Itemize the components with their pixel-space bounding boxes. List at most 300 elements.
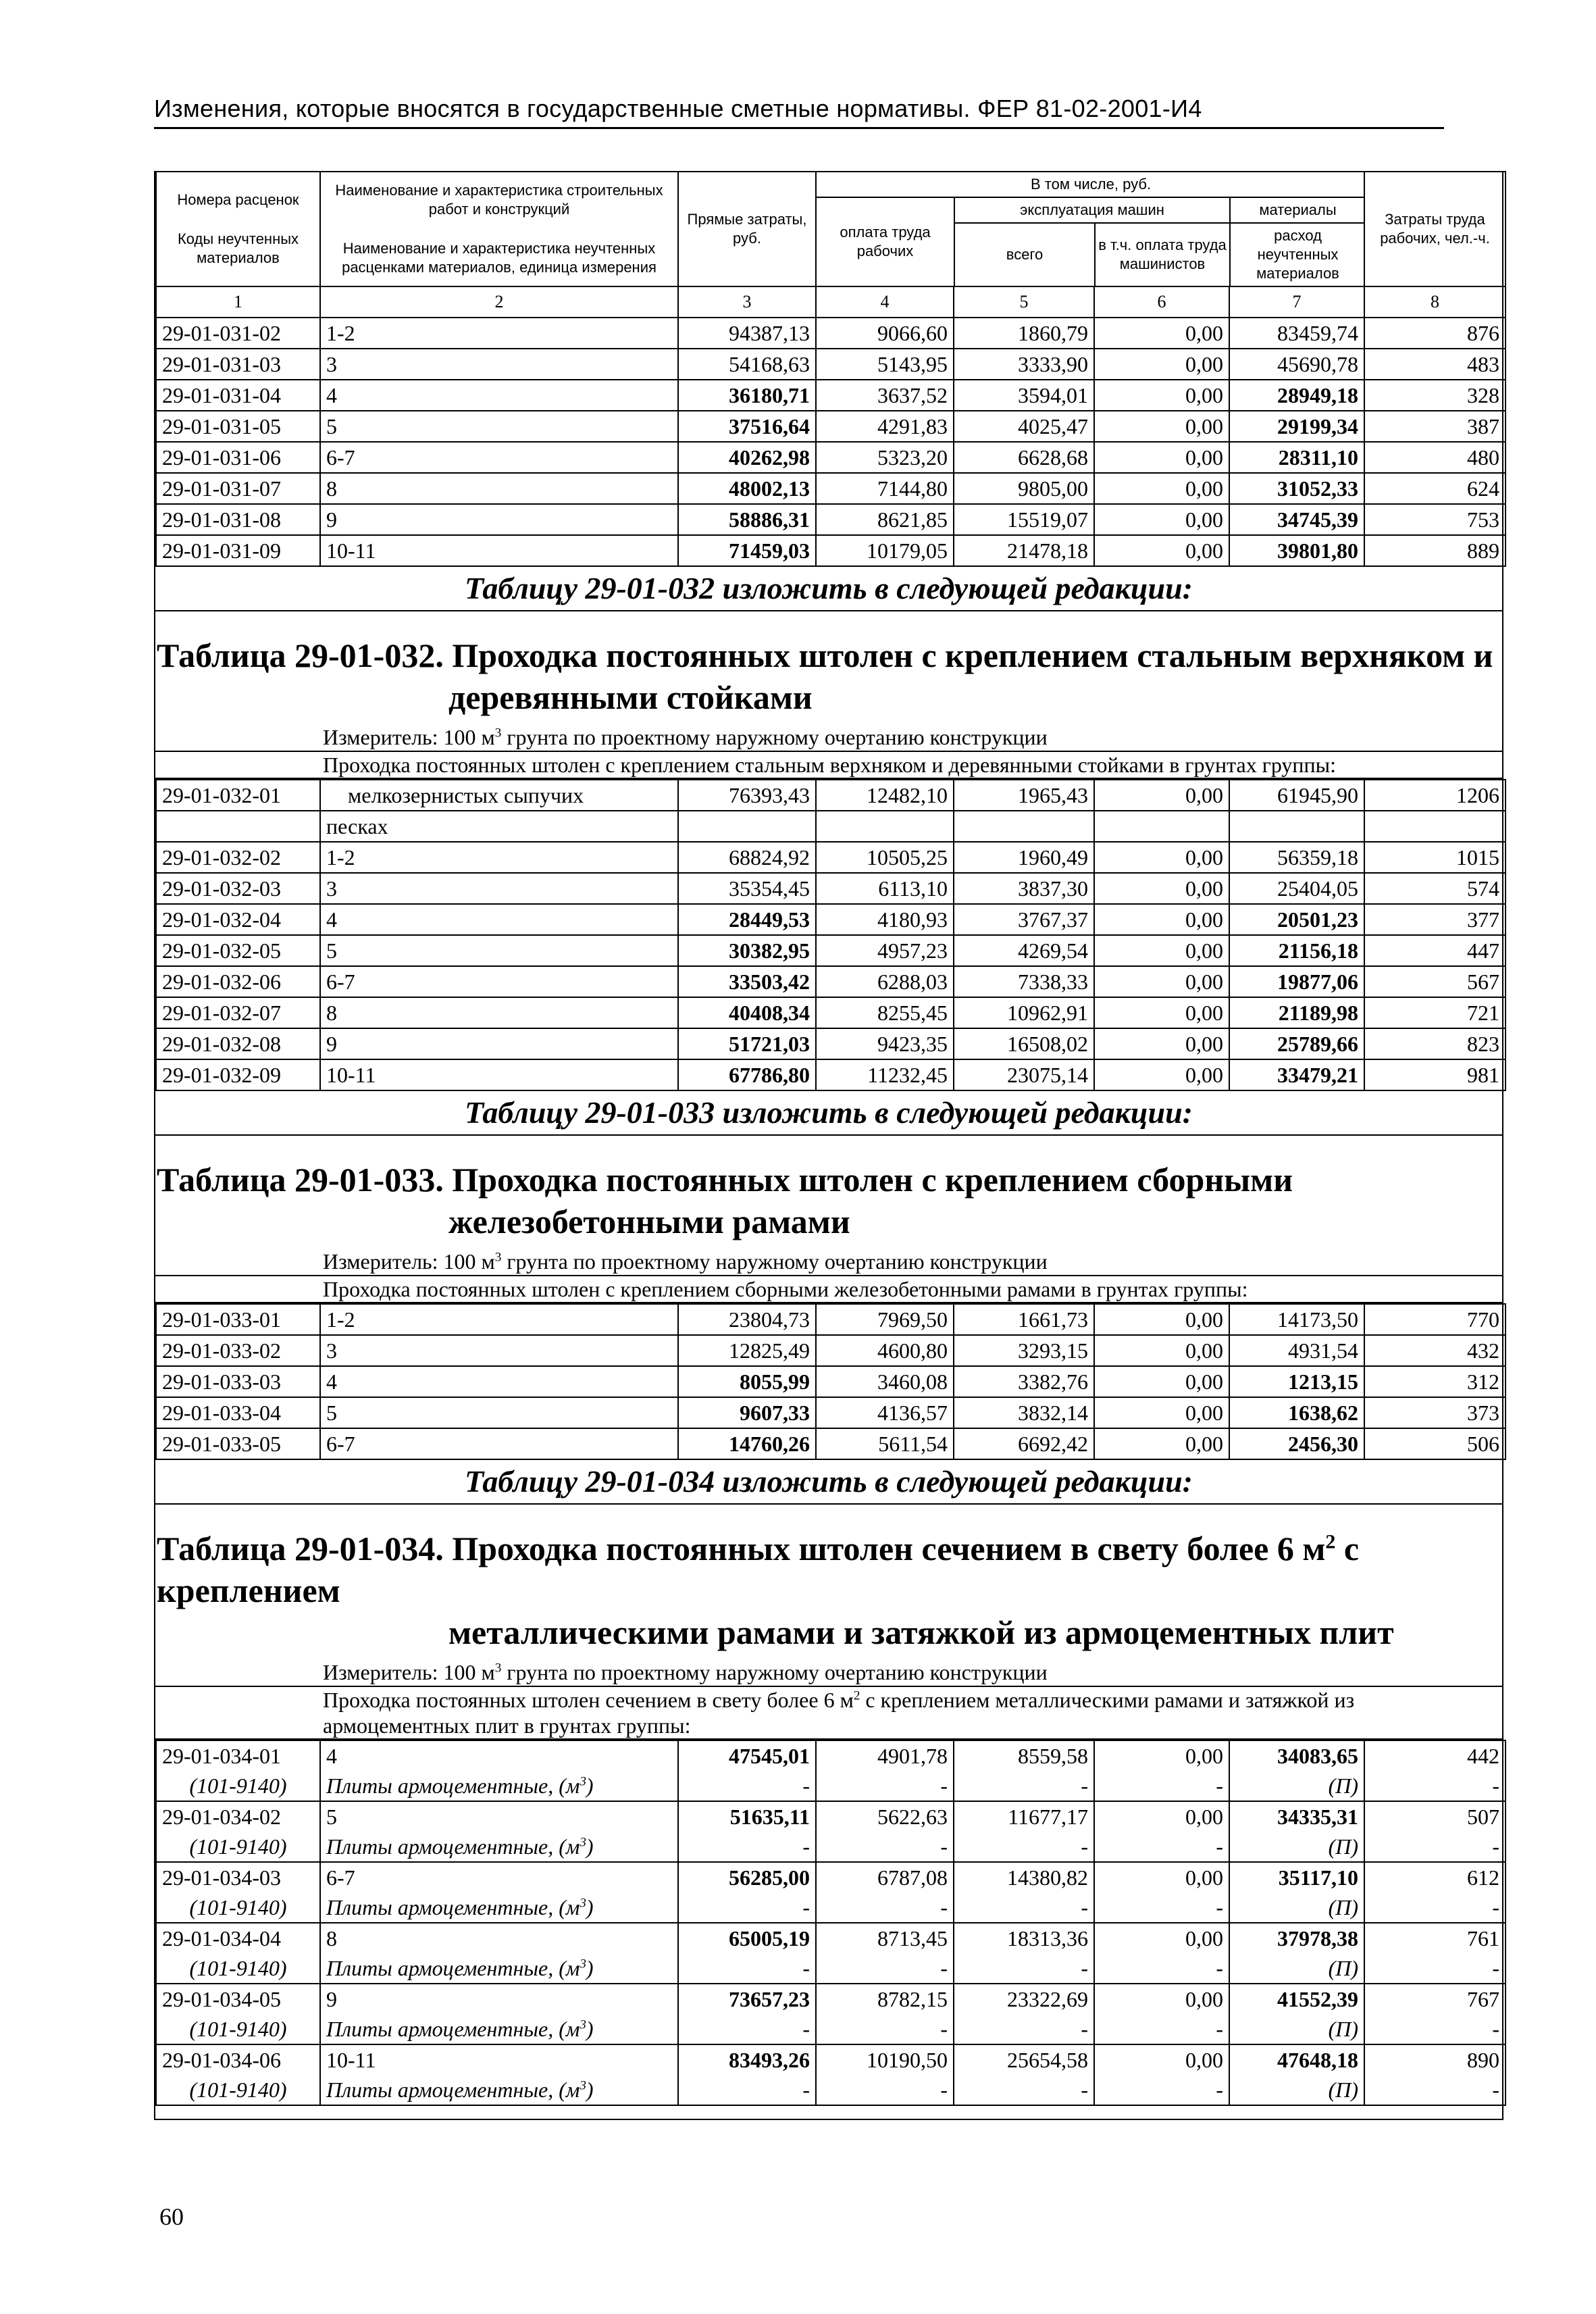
cell-machines-total: 18313,36 — [954, 1923, 1094, 1953]
cell-work-name: 10-11 — [320, 2044, 678, 2075]
header-table — [155, 171, 1506, 567]
cell-direct-costs: 51635,11 — [678, 1801, 816, 1832]
cell-work-name: песках — [320, 811, 678, 842]
col-number-3: 3 — [678, 286, 816, 318]
cell-direct-costs: 68824,92 — [678, 842, 816, 873]
cell-direct-costs: 9607,33 — [678, 1397, 816, 1428]
cell-operator-pay: 0,00 — [1094, 1862, 1229, 1892]
cell-labor-pay: 4291,83 — [816, 411, 954, 442]
cell-work-name: 3 — [320, 873, 678, 904]
cell-machines-total: 6692,42 — [954, 1428, 1094, 1459]
cell-direct-costs: 71459,03 — [678, 535, 816, 566]
cell-machines-total: 1965,43 — [954, 780, 1094, 811]
dash-cell: - — [678, 1892, 816, 1923]
dash-cell: - — [1094, 2014, 1229, 2044]
table-row — [156, 904, 1505, 935]
table-034-unit: Измеритель: 100 $м^3$ грунта по проектному наружному очертанию конструкции — [323, 1660, 1048, 1684]
cell-rate-code: 29-01-031-03 — [156, 349, 320, 380]
cell-labor-pay: 8621,85 — [816, 504, 954, 535]
cell-labor-pay: 4600,80 — [816, 1335, 954, 1366]
material-unit-mark: (П) — [1229, 1953, 1364, 1984]
cell-materials: 1638,62 — [1229, 1397, 1364, 1428]
redaction-note-033: Таблицу 29-01-033 изложить в следующей редакции: — [155, 1091, 1502, 1136]
cell-materials: 2456,30 — [1229, 1428, 1364, 1459]
cell-operator-pay: 0,00 — [1094, 904, 1229, 935]
cell-work-name: 4 — [320, 904, 678, 935]
table-row — [156, 966, 1505, 997]
table-row — [156, 380, 1505, 411]
material-name: Плиты армоцементные, $(м^3)$ — [320, 2075, 678, 2105]
materials-header: материалы — [1230, 197, 1364, 223]
cell-operator-pay: 0,00 — [1094, 442, 1229, 473]
cell-labor-pay: 4136,57 — [816, 1397, 954, 1428]
cell-materials: 25789,66 — [1229, 1028, 1364, 1059]
cell-labor-hours: 981 — [1364, 1059, 1505, 1090]
cell-labor-pay: 4957,23 — [816, 935, 954, 966]
cell-materials: 83459,74 — [1229, 318, 1364, 349]
cell-labor-hours: 876 — [1364, 318, 1505, 349]
cell-rate-code: 29-01-032-06 — [156, 966, 320, 997]
table-034 — [155, 1740, 1506, 2106]
cell-work-name: 5 — [320, 1397, 678, 1428]
cell-work-name: 1-2 — [320, 1304, 678, 1335]
cell-operator-pay: 0,00 — [1094, 380, 1229, 411]
cell-labor-hours: 1015 — [1364, 842, 1505, 873]
dash-cell: - — [816, 1771, 954, 1801]
cell-labor-pay: 7144,80 — [816, 473, 954, 504]
dash-cell: - — [954, 1771, 1094, 1801]
cell-direct-costs: 33503,42 — [678, 966, 816, 997]
cell-materials: 25404,05 — [1229, 873, 1364, 904]
table-row — [156, 1028, 1505, 1059]
cell-materials: 31052,33 — [1229, 473, 1364, 504]
cell-machines-total: 10962,91 — [954, 997, 1094, 1028]
cell-labor-hours: 377 — [1364, 904, 1505, 935]
cell-direct-costs: 40408,34 — [678, 997, 816, 1028]
col-codes-header: Номера расценок Коды неучтенных материалов — [156, 172, 320, 286]
material-name: Плиты армоцементные, $(м^3)$ — [320, 1771, 678, 1801]
cell-labor-pay: 5143,95 — [816, 349, 954, 380]
cell-rate-code: 29-01-034-06 — [156, 2044, 320, 2075]
cell-operator-pay: 0,00 — [1094, 1923, 1229, 1953]
dash-cell: - — [1094, 2075, 1229, 2105]
cell-machines-total: 16508,02 — [954, 1028, 1094, 1059]
table-row — [156, 1862, 1505, 1892]
cell-direct-costs: 51721,03 — [678, 1028, 816, 1059]
cell-rate-code: 29-01-033-03 — [156, 1366, 320, 1397]
cell-labor-pay: 5622,63 — [816, 1801, 954, 1832]
cell-materials: 21189,98 — [1229, 997, 1364, 1028]
cell-machines-total: 14380,82 — [954, 1862, 1094, 1892]
col-material-use-header: расход неучтенных материалов — [1256, 227, 1339, 282]
cell-labor-hours: 567 — [1364, 966, 1505, 997]
cell-operator-pay: 0,00 — [1094, 1059, 1229, 1090]
cell-direct-costs: 58886,31 — [678, 504, 816, 535]
table-row — [156, 1059, 1505, 1090]
dash-cell: - — [816, 1953, 954, 1984]
cell-labor-pay: 3637,52 — [816, 380, 954, 411]
cell-machines-total: 3837,30 — [954, 873, 1094, 904]
cell-materials: 19877,06 — [1229, 966, 1364, 997]
cell-operator-pay: 0,00 — [1094, 1740, 1229, 1771]
cell-materials: 33479,21 — [1229, 1059, 1364, 1090]
dash-cell: - — [1364, 1832, 1505, 1862]
material-subrow — [156, 2014, 1505, 2044]
cell-labor-pay: 4180,93 — [816, 904, 954, 935]
cell-operator-pay: 0,00 — [1094, 1335, 1229, 1366]
dash-cell: - — [1364, 1953, 1505, 1984]
cell-labor-hours: 480 — [1364, 442, 1505, 473]
cell-rate-code: 29-01-031-07 — [156, 473, 320, 504]
cell-labor-pay: 12482,10 — [816, 780, 954, 811]
cell-operator-pay: 0,00 — [1094, 2044, 1229, 2075]
cell-labor-hours: 507 — [1364, 1801, 1505, 1832]
cell-direct-costs: 73657,23 — [678, 1984, 816, 2014]
cell-machines-total: 3767,37 — [954, 904, 1094, 935]
cell-machines-total: 23322,69 — [954, 1984, 1094, 2014]
cell-work-name: 3 — [320, 1335, 678, 1366]
cell-rate-code: 29-01-034-01 — [156, 1740, 320, 1771]
cell-work-name: 8 — [320, 997, 678, 1028]
cell-labor-pay: 5611,54 — [816, 1428, 954, 1459]
col-number-7: 7 — [1229, 286, 1364, 318]
table-032-group: Проходка постоянных штолен с креплением стальным верхняком и деревянными стойками в грунтах группы: — [155, 751, 1502, 779]
material-unit-mark: (П) — [1229, 2014, 1364, 2044]
cell-machines-total: 23075,14 — [954, 1059, 1094, 1090]
cell-labor-hours: 506 — [1364, 1428, 1505, 1459]
cell-materials: 39801,80 — [1229, 535, 1364, 566]
cell-rate-code: 29-01-031-04 — [156, 380, 320, 411]
cell-work-name: 8 — [320, 1923, 678, 1953]
cell-labor-hours: 387 — [1364, 411, 1505, 442]
cell-labor-hours: 889 — [1364, 535, 1505, 566]
col-number-8: 8 — [1364, 286, 1505, 318]
cell-direct-costs: 28449,53 — [678, 904, 816, 935]
cell-materials: 34745,39 — [1229, 504, 1364, 535]
cell-operator-pay: 0,00 — [1094, 349, 1229, 380]
incl-label: В том числе, руб. — [817, 172, 1364, 197]
cell-labor-pay: 7969,50 — [816, 1304, 954, 1335]
cell-labor-hours: 823 — [1364, 1028, 1505, 1059]
dash-cell: - — [954, 2075, 1094, 2105]
cell-materials: 21156,18 — [1229, 935, 1364, 966]
dash-cell: - — [816, 2075, 954, 2105]
cell-work-name: 5 — [320, 935, 678, 966]
cell-direct-costs: 76393,43 — [678, 780, 816, 811]
cell-labor-pay: 10179,05 — [816, 535, 954, 566]
cell-labor-hours: 890 — [1364, 2044, 1505, 2075]
dash-cell: - — [954, 1953, 1094, 1984]
cell-labor-hours: 574 — [1364, 873, 1505, 904]
page-number: 60 — [159, 2203, 184, 2230]
cell-work-name: 4 — [320, 380, 678, 411]
cell-work-name: 9 — [320, 504, 678, 535]
cell-materials: 4931,54 — [1229, 1335, 1364, 1366]
cell-direct-costs — [678, 811, 816, 842]
cell-direct-costs: 47545,01 — [678, 1740, 816, 1771]
cell-labor-hours: 312 — [1364, 1366, 1505, 1397]
cell-machines-total: 4025,47 — [954, 411, 1094, 442]
cell-labor-pay: 10190,50 — [816, 2044, 954, 2075]
dash-cell: - — [678, 2014, 816, 2044]
cell-rate-code: 29-01-031-06 — [156, 442, 320, 473]
cell-machines-total: 3293,15 — [954, 1335, 1094, 1366]
cell-labor-pay: 8782,15 — [816, 1984, 954, 2014]
cell-operator-pay — [1094, 811, 1229, 842]
cell-rate-code: 29-01-032-03 — [156, 873, 320, 904]
dash-cell: - — [1364, 2075, 1505, 2105]
dash-cell: - — [1094, 1892, 1229, 1923]
redaction-note-034: Таблицу 29-01-034 изложить в следующей редакции: — [155, 1460, 1502, 1505]
cell-operator-pay: 0,00 — [1094, 873, 1229, 904]
cell-direct-costs: 36180,71 — [678, 380, 816, 411]
dash-cell: - — [816, 1832, 954, 1862]
cell-labor-pay: 8713,45 — [816, 1923, 954, 1953]
cell-rate-code: 29-01-032-07 — [156, 997, 320, 1028]
cell-rate-code: 29-01-031-09 — [156, 535, 320, 566]
cell-direct-costs: 37516,64 — [678, 411, 816, 442]
cell-work-name: мелкозернистых сыпучих — [320, 780, 678, 811]
cell-operator-pay: 0,00 — [1094, 842, 1229, 873]
cell-labor-pay: 6113,10 — [816, 873, 954, 904]
cell-labor-pay: 9423,35 — [816, 1028, 954, 1059]
table-row — [156, 1801, 1505, 1832]
cell-labor-pay — [816, 811, 954, 842]
table-032-unit: Измеритель: 100 $м^3$ грунта по проектному наружному очертанию конструкции — [323, 725, 1048, 749]
cell-work-name: 1-2 — [320, 318, 678, 349]
cell-direct-costs: 12825,49 — [678, 1335, 816, 1366]
table-row — [156, 2044, 1505, 2075]
cell-work-name: 5 — [320, 1801, 678, 1832]
material-unit-mark: (П) — [1229, 1771, 1364, 1801]
cell-machines-total: 1860,79 — [954, 318, 1094, 349]
cell-materials: 34335,31 — [1229, 1801, 1364, 1832]
cell-direct-costs: 48002,13 — [678, 473, 816, 504]
table-row — [156, 1740, 1505, 1771]
cell-rate-code: 29-01-032-02 — [156, 842, 320, 873]
cell-machines-total: 6628,68 — [954, 442, 1094, 473]
cell-rate-code: 29-01-033-01 — [156, 1304, 320, 1335]
cell-materials: 47648,18 — [1229, 2044, 1364, 2075]
cell-direct-costs: 54168,63 — [678, 349, 816, 380]
cell-rate-code: 29-01-031-05 — [156, 411, 320, 442]
table-row — [156, 1366, 1505, 1397]
cell-machines-total: 1661,73 — [954, 1304, 1094, 1335]
dash-cell: - — [816, 2014, 954, 2044]
cell-labor-hours — [1364, 811, 1505, 842]
dash-cell: - — [1094, 1771, 1229, 1801]
table-032 — [155, 779, 1506, 1091]
cell-labor-hours: 483 — [1364, 349, 1505, 380]
table-row — [156, 1335, 1505, 1366]
cell-operator-pay: 0,00 — [1094, 997, 1229, 1028]
cell-work-name: 8 — [320, 473, 678, 504]
cell-labor-hours: 721 — [1364, 997, 1505, 1028]
cell-work-name: 6-7 — [320, 1428, 678, 1459]
cell-rate-code: 29-01-032-08 — [156, 1028, 320, 1059]
cell-materials: 35117,10 — [1229, 1862, 1364, 1892]
cell-rate-code: 29-01-034-05 — [156, 1984, 320, 2014]
cell-work-name: 1-2 — [320, 842, 678, 873]
cell-labor-hours: 442 — [1364, 1740, 1505, 1771]
material-subrow — [156, 1832, 1505, 1862]
cell-work-name: 6-7 — [320, 442, 678, 473]
material-subrow — [156, 1953, 1505, 1984]
cell-labor-hours: 447 — [1364, 935, 1505, 966]
table-row — [156, 1428, 1505, 1459]
table-033 — [155, 1303, 1506, 1460]
cell-labor-pay: 6787,08 — [816, 1862, 954, 1892]
material-unit-mark: (П) — [1229, 1832, 1364, 1862]
material-code: (101-9140) — [156, 1953, 320, 1984]
cell-materials: 34083,65 — [1229, 1740, 1364, 1771]
cell-operator-pay: 0,00 — [1094, 935, 1229, 966]
document-frame — [154, 171, 1503, 2120]
table-row — [156, 349, 1505, 380]
dash-cell: - — [954, 1832, 1094, 1862]
dash-cell: - — [678, 2075, 816, 2105]
cell-materials: 61945,90 — [1229, 780, 1364, 811]
table-row — [156, 873, 1505, 904]
cell-operator-pay: 0,00 — [1094, 1984, 1229, 2014]
redaction-note-032: Таблицу 29-01-032 изложить в следующей редакции: — [155, 567, 1502, 611]
col-number-5: 5 — [954, 286, 1094, 318]
cell-rate-code: 29-01-033-02 — [156, 1335, 320, 1366]
cell-materials: 41552,39 — [1229, 1984, 1364, 2014]
cell-machines-total: 3832,14 — [954, 1397, 1094, 1428]
cell-direct-costs: 94387,13 — [678, 318, 816, 349]
cell-materials: 1213,15 — [1229, 1366, 1364, 1397]
cell-work-name: 10-11 — [320, 535, 678, 566]
dash-cell: - — [1094, 1953, 1229, 1984]
cell-direct-costs: 14760,26 — [678, 1428, 816, 1459]
cell-direct-costs: 23804,73 — [678, 1304, 816, 1335]
cell-machines-total: 21478,18 — [954, 535, 1094, 566]
cell-direct-costs: 67786,80 — [678, 1059, 816, 1090]
cell-operator-pay: 0,00 — [1094, 1801, 1229, 1832]
cell-labor-pay: 3460,08 — [816, 1366, 954, 1397]
cell-machines-total: 15519,07 — [954, 504, 1094, 535]
cell-labor-pay: 5323,20 — [816, 442, 954, 473]
cell-labor-hours: 612 — [1364, 1862, 1505, 1892]
table-034-group: Проходка постоянных штолен сечением в свету более 6 $м^2$ с креплением металлическими рамами и затяжкой из армоцементных плит в грунтах группы: — [155, 1686, 1502, 1740]
cell-materials: 20501,23 — [1229, 904, 1364, 935]
cell-work-name: 4 — [320, 1740, 678, 1771]
table-row — [156, 997, 1505, 1028]
material-subrow — [156, 2075, 1505, 2105]
table-033-title: Таблица 29-01-033. Проходка постоянных штолен с креплением сборными железобетонными рамами — [157, 1161, 1293, 1240]
material-subrow — [156, 1771, 1505, 1801]
cell-labor-pay: 8255,45 — [816, 997, 954, 1028]
col-operators-header: в т.ч. оплата труда машинистов — [1095, 223, 1230, 286]
col-number-4: 4 — [816, 286, 954, 318]
cell-work-name: 6-7 — [320, 966, 678, 997]
cell-work-name: 4 — [320, 1366, 678, 1397]
cell-labor-hours: 432 — [1364, 1335, 1505, 1366]
cell-work-name: 3 — [320, 349, 678, 380]
cell-labor-hours: 753 — [1364, 504, 1505, 535]
table-row — [156, 1397, 1505, 1428]
table-row — [156, 318, 1505, 349]
cell-work-name: 10-11 — [320, 1059, 678, 1090]
cell-rate-code: 29-01-031-08 — [156, 504, 320, 535]
cell-direct-costs: 65005,19 — [678, 1923, 816, 1953]
cell-operator-pay: 0,00 — [1094, 1397, 1229, 1428]
cell-machines-total: 3333,90 — [954, 349, 1094, 380]
col-number-1: 1 — [156, 286, 320, 318]
dash-cell: - — [678, 1771, 816, 1801]
table-row-continuation — [156, 811, 1505, 842]
cell-work-name: 9 — [320, 1984, 678, 2014]
cell-labor-hours: 767 — [1364, 1984, 1505, 2014]
table-row — [156, 504, 1505, 535]
cell-materials: 37978,38 — [1229, 1923, 1364, 1953]
cell-rate-code: 29-01-032-01 — [156, 780, 320, 811]
dash-cell: - — [954, 2014, 1094, 2044]
cell-operator-pay: 0,00 — [1094, 780, 1229, 811]
cell-direct-costs: 35354,45 — [678, 873, 816, 904]
cell-operator-pay: 0,00 — [1094, 966, 1229, 997]
cell-machines-total: 11677,17 — [954, 1801, 1094, 1832]
table-row — [156, 442, 1505, 473]
cell-materials — [1229, 811, 1364, 842]
table-row — [156, 842, 1505, 873]
cell-rate-code: 29-01-034-04 — [156, 1923, 320, 1953]
cell-materials: 29199,34 — [1229, 411, 1364, 442]
cell-labor-hours: 373 — [1364, 1397, 1505, 1428]
cell-labor-pay: 9066,60 — [816, 318, 954, 349]
table-row — [156, 1923, 1505, 1953]
cell-operator-pay: 0,00 — [1094, 411, 1229, 442]
machines-header: эксплуатация машин — [954, 197, 1230, 223]
table-row — [156, 411, 1505, 442]
cell-labor-pay: 10505,25 — [816, 842, 954, 873]
material-unit-mark: (П) — [1229, 2075, 1364, 2105]
cell-rate-code: 29-01-032-09 — [156, 1059, 320, 1090]
material-unit-mark: (П) — [1229, 1892, 1364, 1923]
col-direct-costs-header: Прямые затраты, руб. — [678, 172, 816, 286]
cell-direct-costs: 83493,26 — [678, 2044, 816, 2075]
cell-machines-total: 9805,00 — [954, 473, 1094, 504]
cell-work-name: 9 — [320, 1028, 678, 1059]
table-033-group: Проходка постоянных штолен с креплением сборными железобетонными рамами в грунтах группы: — [155, 1275, 1502, 1303]
table-033-unit: Измеритель: 100 $м^3$ грунта по проектному наружному очертанию конструкции — [323, 1249, 1048, 1274]
table-row — [156, 935, 1505, 966]
cell-machines-total: 4269,54 — [954, 935, 1094, 966]
cell-machines-total: 3594,01 — [954, 380, 1094, 411]
column-number-row — [156, 286, 1505, 318]
dash-cell: - — [1364, 2014, 1505, 2044]
cell-rate-code: 29-01-032-05 — [156, 935, 320, 966]
cell-rate-code: 29-01-034-02 — [156, 1801, 320, 1832]
table-row — [156, 1304, 1505, 1335]
cell-labor-hours: 1206 — [1364, 780, 1505, 811]
cell-materials: 45690,78 — [1229, 349, 1364, 380]
page-header: Изменения, которые вносятся в государственные сметные нормативы. ФЕР 81-02-2001-И4 — [154, 95, 1444, 129]
dash-cell: - — [1364, 1771, 1505, 1801]
cell-rate-code: 29-01-034-03 — [156, 1862, 320, 1892]
table-032-title: Таблица 29-01-032. Проходка постоянных штолен с креплением стальным верхняком и деревянными стойками — [157, 636, 1493, 716]
dash-cell: - — [1364, 1892, 1505, 1923]
cell-operator-pay: 0,00 — [1094, 1366, 1229, 1397]
material-name: Плиты армоцементные, $(м^3)$ — [320, 1832, 678, 1862]
cell-operator-pay: 0,00 — [1094, 1428, 1229, 1459]
cell-rate-code — [156, 811, 320, 842]
cell-operator-pay: 0,00 — [1094, 473, 1229, 504]
material-code: (101-9140) — [156, 1832, 320, 1862]
dash-cell: - — [954, 1892, 1094, 1923]
table-row — [156, 780, 1505, 811]
